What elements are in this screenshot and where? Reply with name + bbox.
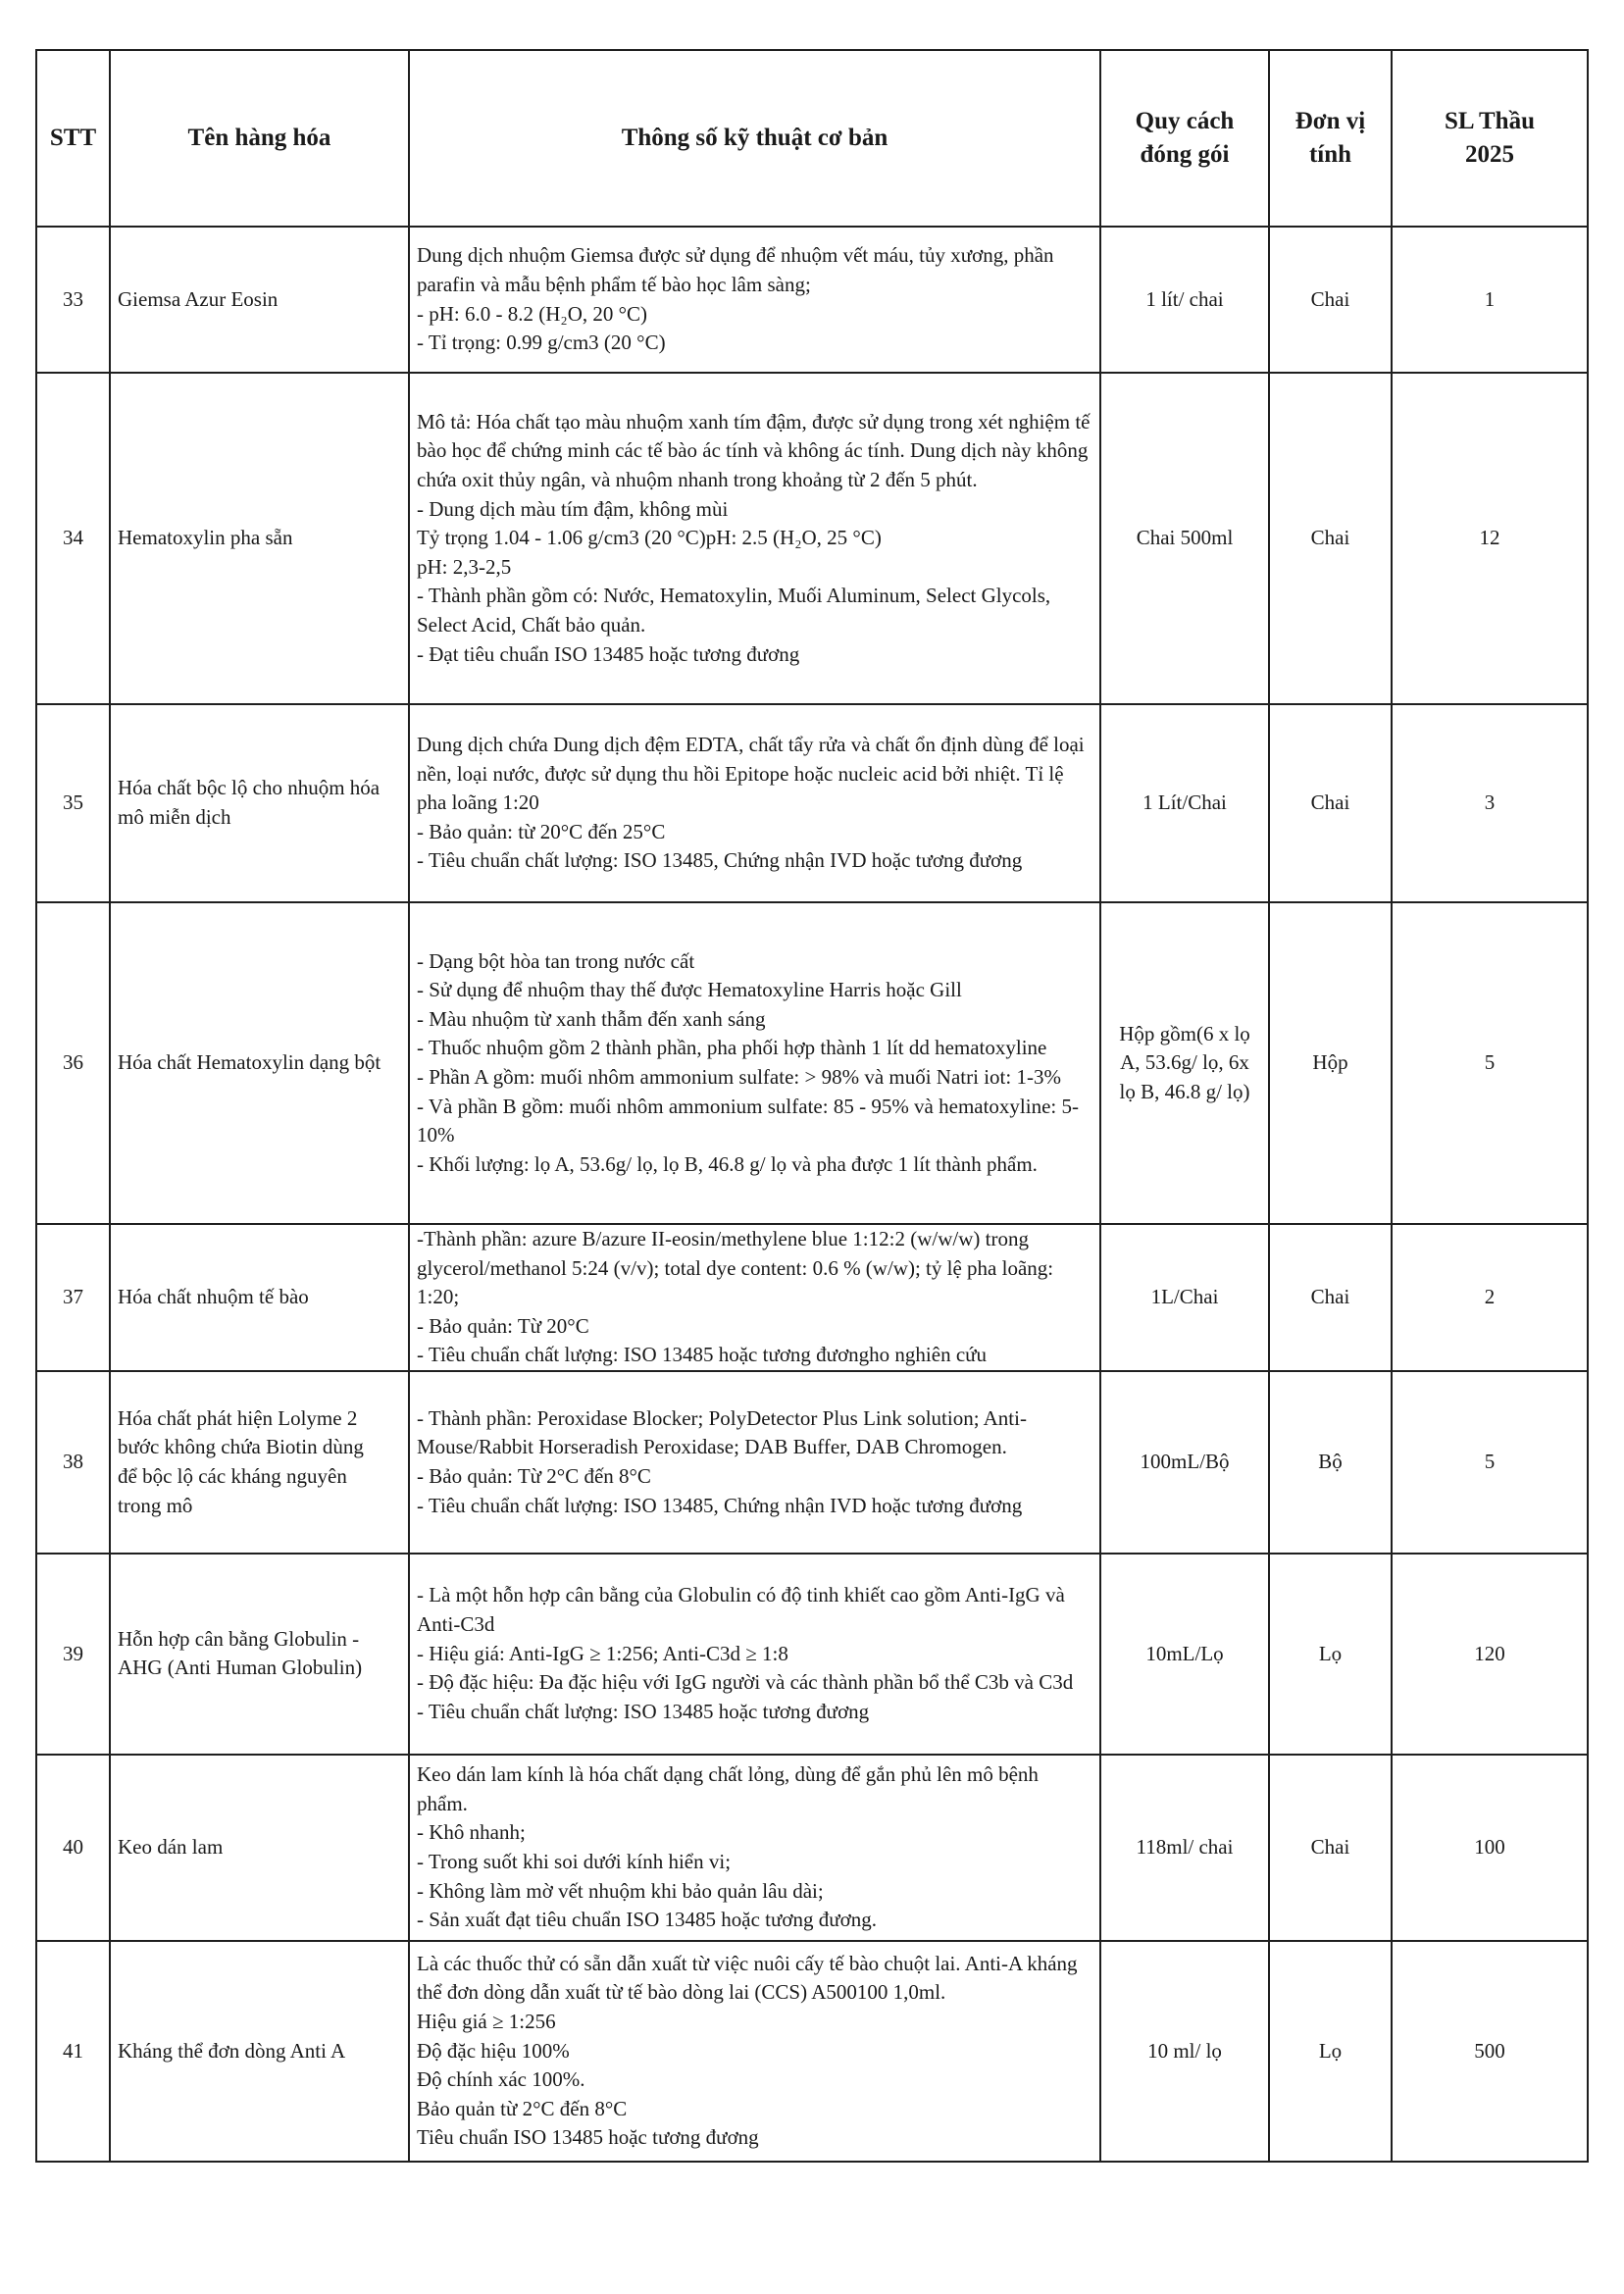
spec-line: - Khô nhanh; (417, 1820, 526, 1845)
spec-line: - Hiệu giá: Anti-IgG ≥ 1:256; Anti-C3d ≥ 1:8 (417, 1641, 788, 1665)
cell-stt: 35 (36, 704, 110, 902)
packaging-line: 1 lít/ chai (1145, 286, 1224, 311)
header-unit (1269, 50, 1392, 227)
header-quantity-line: 2025 (1465, 141, 1514, 168)
cell-unit: Chai (1269, 1755, 1392, 1941)
cell-packaging (1100, 227, 1269, 373)
spec-line: - Bảo quản: Từ 20°C (417, 1313, 589, 1338)
table-row (36, 1755, 1588, 1941)
packaging-line: 100mL/Bộ (1140, 1450, 1230, 1474)
cell-name (110, 902, 409, 1224)
cell-packaging (1100, 1755, 1269, 1941)
spec-line: - Tiêu chuẩn chất lượng: ISO 13485 hoặc tương đươngho nghiên cứu (417, 1343, 988, 1367)
spec-line: Tiêu chuẩn ISO 13485 hoặc tương đương (417, 2125, 759, 2150)
table-row (36, 1941, 1588, 2162)
table-row (36, 373, 1588, 704)
packaging-line: 118ml/ chai (1136, 1835, 1234, 1860)
table-row (36, 704, 1588, 902)
header-quantity (1392, 50, 1588, 227)
name-line: Hóa chất nhuộm tế bào (118, 1285, 309, 1309)
spec-line: - Bảo quản: Từ 2°C đến 8°C (417, 1463, 651, 1488)
cell-name (110, 1554, 409, 1755)
cell-quantity: 2 (1392, 1224, 1588, 1371)
header-quantity-line: SL Thầu (1445, 108, 1535, 134)
cell-packaging (1100, 1371, 1269, 1554)
cell-stt: 34 (36, 373, 110, 704)
cell-spec (409, 704, 1100, 902)
name-line: Hỗn hợp cân bằng Globulin - (118, 1626, 360, 1651)
spec-line: - Độ đặc hiệu: Đa đặc hiệu với IgG người và các thành phần bổ thể C3b và C3d (417, 1670, 1074, 1695)
table-row (36, 1371, 1588, 1554)
cell-quantity: 100 (1392, 1755, 1588, 1941)
name-line: Keo dán lam (118, 1835, 224, 1860)
table-row (36, 902, 1588, 1224)
cell-packaging (1100, 1224, 1269, 1371)
cell-spec (409, 902, 1100, 1224)
header-packaging (1100, 50, 1269, 227)
packaging-line: 10mL/Lọ (1145, 1641, 1224, 1665)
cell-packaging (1100, 902, 1269, 1224)
spec-line: - Bảo quản: từ 20°C đến 25°C (417, 819, 666, 843)
name-line: bước không chứa Biotin dùng (118, 1435, 364, 1459)
spec-line: Dung dịch chứa Dung dịch đệm EDTA, chất tẩy rửa và chất ổn định dùng để loại nền, loại nước, được sử dụng thu hồi Epitope hoặc nucleic acid bởi nhiệt. Tỉ lệ pha loãng 1:20 (417, 733, 1085, 815)
cell-stt: 33 (36, 227, 110, 373)
spec-line: - pH: 6.0 - 8.2 (H₂O, 20 °C) (417, 301, 648, 326)
spec-line: Tỷ trọng 1.04 - 1.06 g/cm3 (20 °C)pH: 2.5 (H₂O, 25 °C) (417, 526, 882, 550)
packaging-line: 1 Lít/Chai (1142, 790, 1227, 815)
cell-stt: 39 (36, 1554, 110, 1755)
packaging-line: 10 ml/ lọ (1147, 2038, 1222, 2063)
header-stt: STT (36, 50, 110, 227)
spec-line: - Tiêu chuẩn chất lượng: ISO 13485 hoặc tương đương (417, 1699, 870, 1723)
cell-quantity: 3 (1392, 704, 1588, 902)
spec-line: Mô tả: Hóa chất tạo màu nhuộm xanh tím đậm, được sử dụng trong xét nghiệm tế bào học để chứng minh các tế bào ác tính và không ác tính. Dung dịch này không chứa oxit thủy ngân, và nhuộm nhanh trong khoảng từ 2 đến 5 phút. (417, 409, 1091, 492)
cell-name (110, 1371, 409, 1554)
spec-line: Keo dán lam kính là hóa chất dạng chất lỏng, dùng để gắn phủ lên mô bệnh phẩm. (417, 1762, 1039, 1815)
spec-line: - Màu nhuộm từ xanh thẫm đến xanh sáng (417, 1006, 766, 1031)
spec-line: -Thành phần: azure B/azure II-eosin/methylene blue 1:12:2 (w/w/w) trong glycerol/methanol 5:24 (v/v); total dye content: 0.6 % (w/w); tỷ lệ pha loãng: 1:20; (417, 1227, 1054, 1309)
cell-quantity: 1 (1392, 227, 1588, 373)
specifications-table (35, 49, 1589, 2163)
table-header-row (36, 50, 1588, 227)
cell-quantity: 5 (1392, 902, 1588, 1224)
cell-name (110, 704, 409, 902)
cell-name (110, 1941, 409, 2162)
cell-stt: 41 (36, 1941, 110, 2162)
spec-line: - Là một hỗn hợp cân bằng của Globulin có độ tinh khiết cao gồm Anti-IgG và Anti-C3d (417, 1583, 1065, 1637)
header-unit-line: tính (1308, 141, 1352, 168)
cell-stt: 40 (36, 1755, 110, 1941)
packaging-line: Chai 500ml (1136, 526, 1234, 550)
spec-line: - Dạng bột hòa tan trong nước cất (417, 948, 695, 973)
cell-quantity: 5 (1392, 1371, 1588, 1554)
packaging-line: A, 53.6g/ lọ, 6x (1120, 1050, 1249, 1075)
name-line: mô miễn dịch (118, 805, 231, 829)
spec-line: Hiệu giá ≥ 1:256 (417, 2010, 556, 2034)
name-line: Hóa chất bộc lộ cho nhuộm hóa (118, 776, 381, 800)
spec-line: - Phần A gồm: muối nhôm ammonium sulfate: > 98% và muối Natri iot: 1-3% (417, 1065, 1061, 1089)
spec-line: - Thuốc nhuộm gồm 2 thành phần, pha phối hợp thành 1 lít dd hematoxyline (417, 1036, 1047, 1060)
cell-packaging (1100, 704, 1269, 902)
cell-unit: Chai (1269, 704, 1392, 902)
spec-line: - Khối lượng: lọ A, 53.6g/ lọ, lọ B, 46.8 g/ lọ và pha được 1 lít thành phẩm. (417, 1151, 1038, 1176)
table-body (36, 227, 1588, 2162)
cell-stt: 37 (36, 1224, 110, 1371)
spec-line: - Thành phần: Peroxidase Blocker; PolyDetector Plus Link solution; Anti-Mouse/Rabbit Horseradish Peroxidase; DAB Buffer, DAB Chromogen. (417, 1405, 1027, 1459)
spec-line: - Không làm mờ vết nhuộm khi bảo quản lâu dài; (417, 1878, 824, 1903)
spec-line: Dung dịch nhuộm Giemsa được sử dụng để nhuộm vết máu, tủy xương, phần parafin và mẫu bệnh phẩm tế bào học lâm sàng; (417, 243, 1054, 296)
cell-spec (409, 1371, 1100, 1554)
spec-line: Độ chính xác 100%. (417, 2067, 585, 2092)
name-line: Hóa chất phát hiện Lolyme 2 (118, 1405, 358, 1430)
cell-unit: Bộ (1269, 1371, 1392, 1554)
cell-quantity: 120 (1392, 1554, 1588, 1755)
cell-packaging (1100, 1554, 1269, 1755)
cell-packaging (1100, 1941, 1269, 2162)
spec-line: - Sử dụng để nhuộm thay thế được Hematoxyline Harris hoặc Gill (417, 978, 962, 1002)
cell-spec (409, 227, 1100, 373)
cell-packaging (1100, 373, 1269, 704)
spec-line: - Dung dịch màu tím đậm, không mùi (417, 496, 729, 521)
spec-line: Là các thuốc thử có sẵn dẫn xuất từ việc nuôi cấy tế bào chuột lai. Anti-A kháng thể đơn dòng dẫn xuất từ tế bào dòng lai (CCS) A500100 1,0ml. (417, 1951, 1078, 2005)
cell-spec (409, 1554, 1100, 1755)
header-spec: Thông số kỹ thuật cơ bản (409, 50, 1100, 227)
header-unit-line: Đơn vị (1294, 108, 1366, 134)
cell-name (110, 1755, 409, 1941)
spec-line: - Tỉ trọng: 0.99 g/cm3 (20 °C) (417, 331, 666, 355)
header-name: Tên hàng hóa (110, 50, 409, 227)
spec-line: - Và phần B gồm: muối nhôm ammonium sulfate: 85 - 95% và hematoxyline: 5-10% (417, 1094, 1080, 1147)
table-row (36, 1554, 1588, 1755)
spec-line: Độ đặc hiệu 100% (417, 2038, 570, 2063)
cell-quantity: 12 (1392, 373, 1588, 704)
packaging-line: lọ B, 46.8 g/ lọ) (1119, 1079, 1250, 1103)
spec-line: - Sản xuất đạt tiêu chuẩn ISO 13485 hoặc tương đương. (417, 1908, 877, 1932)
cell-name (110, 1224, 409, 1371)
name-line: AHG (Anti Human Globulin) (118, 1656, 363, 1680)
cell-quantity: 500 (1392, 1941, 1588, 2162)
packaging-line: 1L/Chai (1150, 1285, 1219, 1309)
name-line: Hóa chất Hematoxylin dạng bột (118, 1050, 381, 1075)
cell-stt: 38 (36, 1371, 110, 1554)
cell-unit: Chai (1269, 373, 1392, 704)
spec-line: - Tiêu chuẩn chất lượng: ISO 13485, Chứng nhận IVD hoặc tương đương (417, 1493, 1023, 1517)
table-row (36, 227, 1588, 373)
cell-unit: Chai (1269, 227, 1392, 373)
packaging-line: Hộp gồm(6 x lọ (1119, 1021, 1250, 1045)
cell-unit: Lọ (1269, 1941, 1392, 2162)
cell-stt: 36 (36, 902, 110, 1224)
document-page (35, 49, 1587, 2163)
name-line: Hematoxylin pha sẵn (118, 526, 293, 550)
name-line: để bộc lộ các kháng nguyên (118, 1463, 347, 1488)
cell-spec (409, 1941, 1100, 2162)
spec-line: - Tiêu chuẩn chất lượng: ISO 13485, Chứng nhận IVD hoặc tương đương (417, 848, 1023, 873)
header-packaging-line: đóng gói (1140, 141, 1230, 168)
spec-line: pH: 2,3-2,5 (417, 554, 512, 579)
table-row (36, 1224, 1588, 1371)
spec-line: Bảo quản từ 2°C đến 8°C (417, 2096, 628, 2120)
name-line: Giemsa Azur Eosin (118, 286, 279, 311)
cell-unit: Hộp (1269, 902, 1392, 1224)
name-line: Kháng thể đơn dòng Anti A (118, 2038, 346, 2063)
spec-line: - Thành phần gồm có: Nước, Hematoxylin, Muối Aluminum, Select Glycols, Select Acid, Chất bảo quản. (417, 584, 1051, 637)
cell-spec (409, 1224, 1100, 1371)
spec-line: - Đạt tiêu chuẩn ISO 13485 hoặc tương đương (417, 641, 800, 666)
header-packaging-line: Quy cách (1135, 108, 1235, 134)
cell-unit: Lọ (1269, 1554, 1392, 1755)
cell-name (110, 227, 409, 373)
spec-line: - Trong suốt khi soi dưới kính hiển vi; (417, 1849, 732, 1873)
cell-spec (409, 1755, 1100, 1941)
cell-name (110, 373, 409, 704)
name-line: trong mô (118, 1493, 193, 1517)
cell-unit: Chai (1269, 1224, 1392, 1371)
cell-spec (409, 373, 1100, 704)
